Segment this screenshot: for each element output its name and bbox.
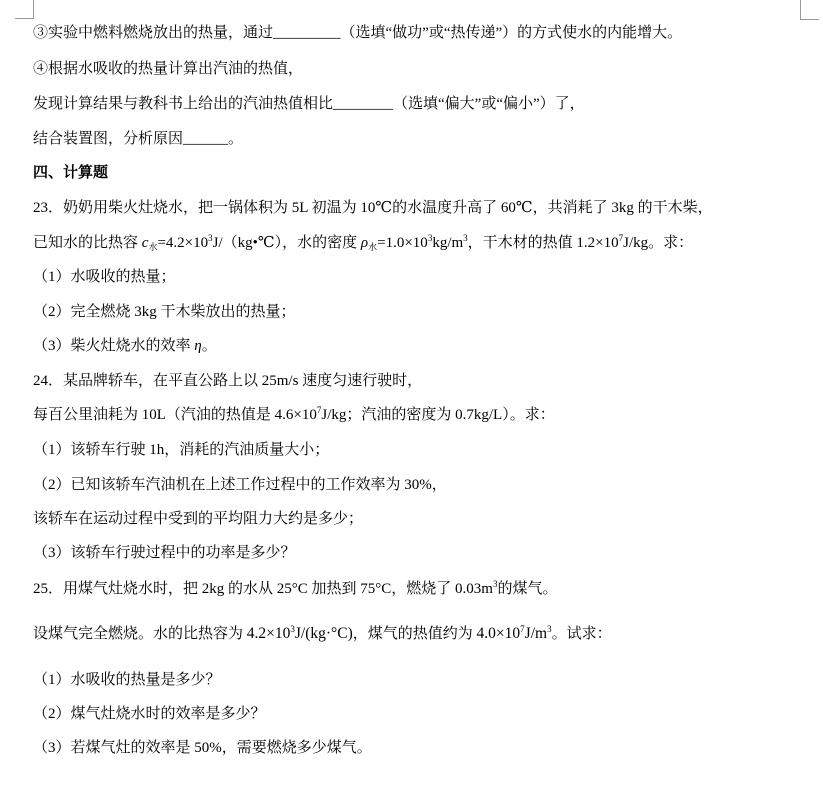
given-text: ，煤气的热值约为	[352, 626, 477, 642]
superscript-exponent: 3	[290, 624, 295, 634]
fill-in-blank: ________	[333, 96, 394, 112]
given-text: =1.0×10	[377, 235, 428, 251]
given-text: J/kg；汽油的密度为 0.7kg/L）。求：	[321, 407, 555, 423]
problem-24-question-3: （3）该轿车行驶过程中的功率是多少？	[33, 545, 296, 561]
formula-text: 4.2×10	[246, 625, 291, 642]
subscript-label: 水	[368, 242, 378, 252]
given-text: =4.2×10	[157, 235, 209, 251]
problem-25-given	[33, 624, 612, 644]
problem-25-question-1: （1）水吸收的热量是多少？	[33, 672, 221, 688]
top-left-corner-mark	[15, 0, 34, 19]
superscript-exponent: 7	[520, 624, 525, 634]
superscript-exponent: 3	[208, 233, 213, 243]
given-text: 设煤气完全燃烧。水的比热容为	[33, 626, 247, 642]
variable-symbol: η	[194, 338, 202, 354]
problem-25-stem	[33, 579, 557, 599]
experiment-q3-line	[33, 23, 682, 43]
superscript-exponent: 3	[492, 579, 498, 589]
problem-25-question-3: （3）若煤气灶的效率是 50%，需要燃烧多少煤气。	[33, 740, 372, 756]
fill-in-blank: _________	[273, 25, 341, 41]
fill-in-blank: ______	[183, 131, 229, 147]
problem-25-question-2: （2）煤气灶烧水时的效率是多少？	[33, 706, 266, 722]
subscript-label: 水	[148, 242, 158, 252]
given-text: J/（kg•℃），水的密度	[212, 235, 361, 251]
problem-24-stem: 24．某品牌轿车，在平直公路上以 25m/s 速度匀速行驶时，	[33, 373, 423, 389]
formula-text: J/m	[524, 625, 548, 642]
superscript-exponent: 3	[547, 624, 552, 634]
question-text: 发现计算结果与教科书上给出的汽油热值相比	[33, 96, 334, 112]
given-text: 每百公里油耗为 10L（汽油的热值是 4.6×10	[33, 407, 317, 423]
formula-text: 4.0×10	[476, 625, 521, 642]
variable-symbol: c	[141, 235, 149, 251]
superscript-exponent: 7	[618, 233, 624, 243]
problem-23-given	[33, 233, 693, 253]
superscript-exponent: 7	[316, 405, 322, 415]
stem-text: 的煤气。	[497, 581, 558, 597]
variable-symbol: ρ	[360, 235, 369, 251]
formula-text: J/(kg·°C)	[294, 625, 353, 642]
problem-24-question-2-line-2: 该轿车在运动过程中受到的平均阻力大约是多少；	[33, 511, 364, 527]
question-text: （3）柴火灶烧水的效率	[33, 338, 195, 354]
problem-24-given	[33, 405, 555, 425]
problem-24-question-1: （1）该轿车行驶 1h，消耗的汽油质量大小；	[33, 442, 330, 458]
given-text: J/kg。求：	[623, 235, 694, 251]
section-heading: 四、计算题	[33, 165, 109, 181]
given-text: ，干木材的热值 1.2×10	[467, 235, 619, 251]
superscript-exponent: 3	[463, 233, 468, 243]
experiment-q4-line-3	[33, 129, 243, 149]
question-text: （选填“做功”或“热传递”）的方式使水的内能增大。	[340, 25, 683, 41]
top-right-corner-mark	[800, 0, 819, 20]
question-text: 。	[201, 338, 217, 354]
given-text: kg/m	[432, 235, 464, 251]
problem-23-question-1: （1）水吸收的热量；	[33, 269, 176, 285]
question-text: ④根据水吸收的热量计算出汽油的热值，	[33, 61, 304, 77]
problem-23-question-2: （2）完全燃烧 3kg 干木柴放出的热量；	[33, 304, 296, 320]
question-text: ③实验中燃料燃烧放出的热量，通过	[33, 25, 274, 41]
superscript-exponent: 3	[427, 233, 433, 243]
given-text: 已知水的比热容	[33, 235, 142, 251]
given-text: 。试求：	[551, 626, 612, 642]
question-text: 。	[228, 131, 244, 147]
stem-text: 25．用煤气灶烧水时，把 2kg 的水从 25°C 加热到 75°C，燃烧了 0.03m	[33, 581, 493, 597]
experiment-q4-line-1	[33, 59, 303, 79]
question-text: 结合装置图，分析原因	[33, 131, 184, 147]
experiment-q4-line-2	[33, 94, 585, 114]
problem-23-question-3	[33, 336, 217, 356]
question-text: （选填“偏大”或“偏小”）了，	[393, 96, 585, 112]
problem-23-stem: 23．奶奶用柴火灶烧水，把一锅体积为 5L 初温为 10℃的水温度升高了 60℃，共消耗了 3kg 的干木柴，	[33, 200, 713, 216]
problem-24-question-2-line-1: （2）已知该轿车汽油机在上述工作过程中的工作效率为 30%，	[33, 477, 447, 493]
